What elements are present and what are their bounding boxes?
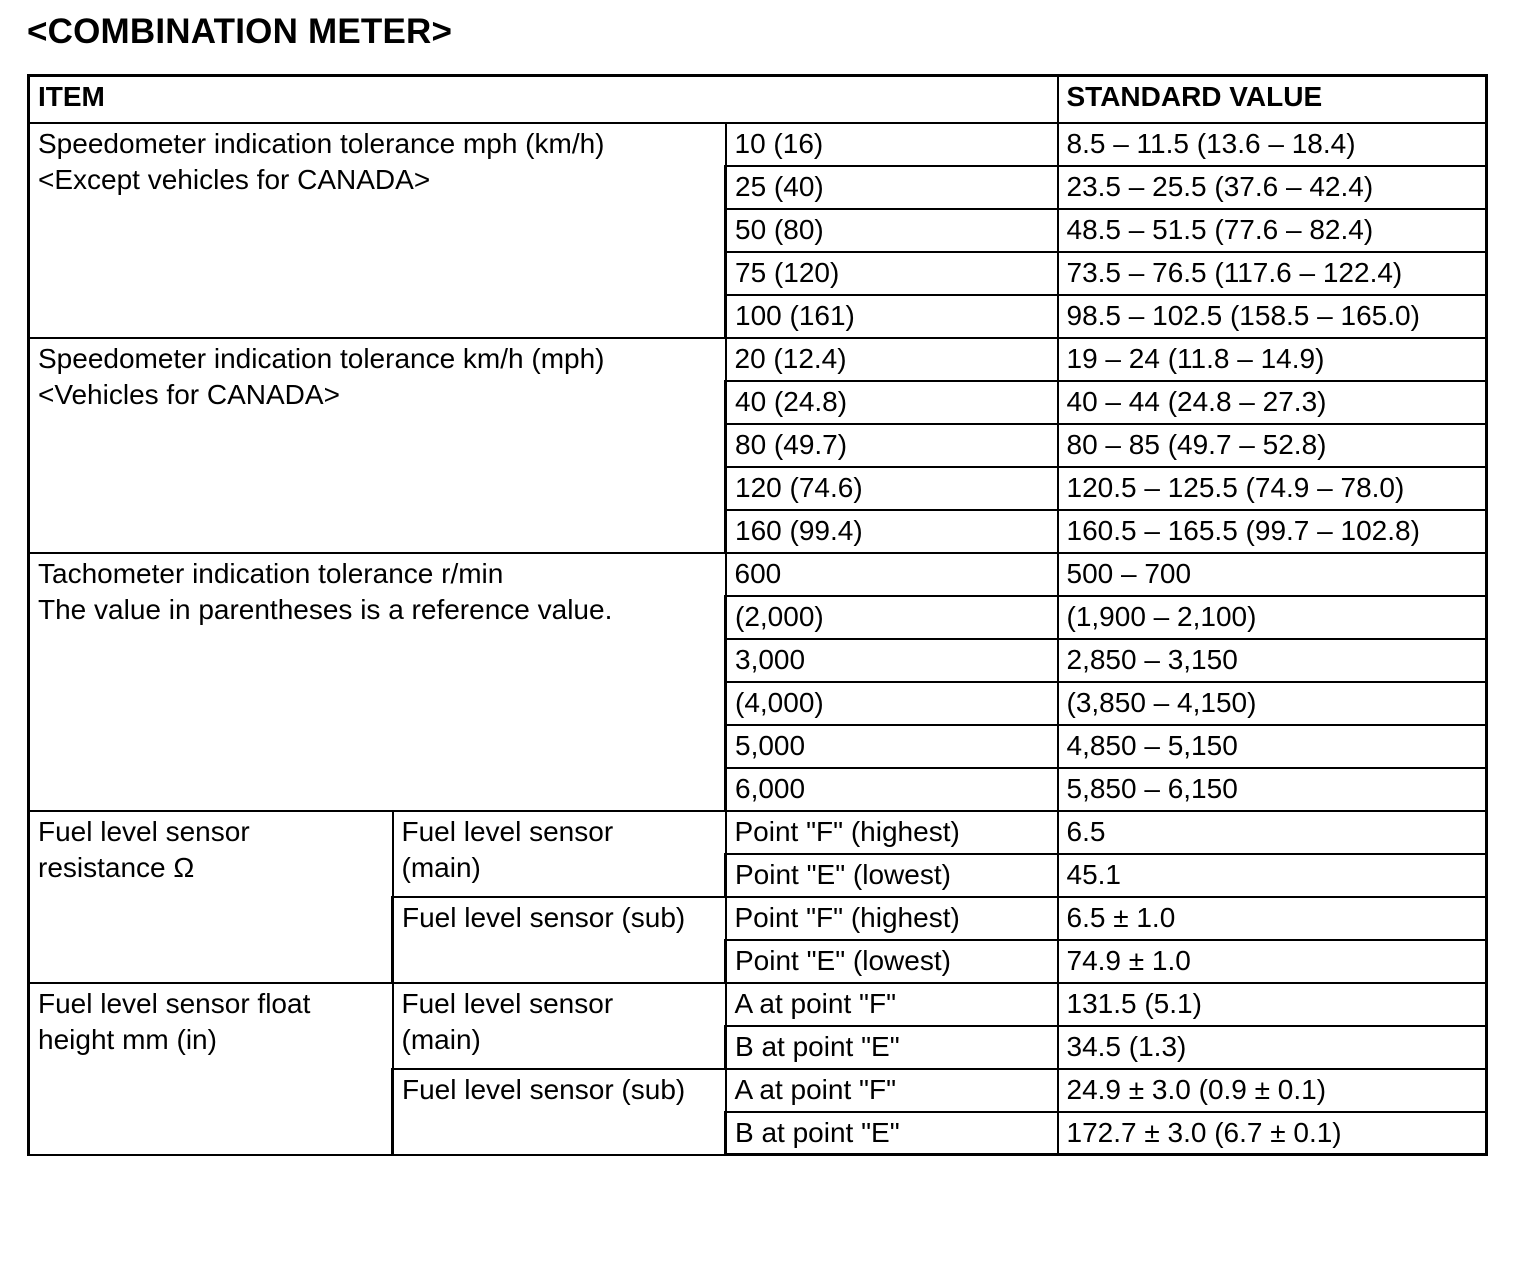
condition-cell: B at point "E" — [726, 1026, 1058, 1069]
condition-cell: 25 (40) — [726, 166, 1058, 209]
item-fuel-sensor-resistance — [29, 811, 393, 983]
condition-cell: Point "F" (highest) — [726, 897, 1058, 940]
sensor-label-line: (main) — [401, 1023, 481, 1055]
condition-cell: 3,000 — [726, 639, 1058, 682]
value-cell: 98.5 – 102.5 (158.5 – 165.0) — [1058, 295, 1487, 338]
value-cell: 74.9 ± 1.0 — [1058, 940, 1487, 983]
condition-cell: 20 (12.4) — [726, 338, 1058, 381]
value-cell: 160.5 – 165.5 (99.7 – 102.8) — [1058, 510, 1487, 553]
condition-cell: Point "F" (highest) — [726, 811, 1058, 854]
sensor-label-line: Fuel level sensor — [401, 987, 614, 1019]
value-cell: 45.1 — [1058, 854, 1487, 897]
value-cell: 2,850 – 3,150 — [1058, 639, 1487, 682]
item-label-unit: height mm (in) — [38, 1023, 217, 1055]
value-cell: 40 – 44 (24.8 – 27.3) — [1058, 381, 1487, 424]
value-cell: 19 – 24 (11.8 – 14.9) — [1058, 338, 1487, 381]
item-label: Speedometer indication tolerance mph (km/h) — [38, 127, 605, 159]
table-row — [29, 811, 1487, 854]
item-label: Speedometer indication tolerance km/h (mph) — [38, 342, 605, 374]
value-cell: 4,850 – 5,150 — [1058, 725, 1487, 768]
table-row — [29, 338, 1487, 381]
value-cell: 6.5 ± 1.0 — [1058, 897, 1487, 940]
item-note: The value in parentheses is a reference value. — [38, 593, 613, 625]
value-cell: 24.9 ± 3.0 (0.9 ± 0.1) — [1058, 1069, 1487, 1112]
sensor-label-line: (main) — [401, 851, 481, 883]
item-speedometer-mph — [29, 123, 726, 338]
value-cell: 34.5 (1.3) — [1058, 1026, 1487, 1069]
table-row — [29, 553, 1487, 596]
value-cell: (3,850 – 4,150) — [1058, 682, 1487, 725]
condition-cell: 100 (161) — [726, 295, 1058, 338]
value-cell: 500 – 700 — [1058, 553, 1487, 596]
combination-meter-spec-table — [27, 74, 1488, 1156]
condition-cell: Point "E" (lowest) — [726, 854, 1058, 897]
condition-cell: A at point "F" — [726, 983, 1058, 1026]
item-note: <Vehicles for CANADA> — [38, 378, 340, 410]
condition-cell: 75 (120) — [726, 252, 1058, 295]
sensor-label-line: Fuel level sensor — [401, 815, 614, 847]
condition-cell: 160 (99.4) — [726, 510, 1058, 553]
item-fuel-sensor-float-height — [29, 983, 393, 1155]
value-cell: 23.5 – 25.5 (37.6 – 42.4) — [1058, 166, 1487, 209]
header-item: ITEM — [29, 76, 1058, 123]
sensor-main-label — [393, 983, 726, 1069]
condition-cell: 6,000 — [726, 768, 1058, 811]
value-cell: 120.5 – 125.5 (74.9 – 78.0) — [1058, 467, 1487, 510]
item-speedometer-kmh — [29, 338, 726, 553]
value-cell: 131.5 (5.1) — [1058, 983, 1487, 1026]
condition-cell: (2,000) — [726, 596, 1058, 639]
value-cell: 80 – 85 (49.7 – 52.8) — [1058, 424, 1487, 467]
item-note: <Except vehicles for CANADA> — [38, 163, 431, 195]
item-label: Tachometer indication tolerance r/min — [38, 557, 504, 589]
condition-cell: 40 (24.8) — [726, 381, 1058, 424]
item-tachometer — [29, 553, 726, 811]
header-standard-value: STANDARD VALUE — [1058, 76, 1487, 123]
condition-cell: 50 (80) — [726, 209, 1058, 252]
condition-cell: Point "E" (lowest) — [726, 940, 1058, 983]
condition-cell: B at point "E" — [726, 1112, 1058, 1155]
table-header-row — [29, 76, 1487, 123]
sensor-sub-label: Fuel level sensor (sub) — [393, 897, 726, 983]
value-cell: 8.5 – 11.5 (13.6 – 18.4) — [1058, 123, 1487, 166]
value-cell: 6.5 — [1058, 811, 1487, 854]
condition-cell: (4,000) — [726, 682, 1058, 725]
condition-cell: 5,000 — [726, 725, 1058, 768]
value-cell: 48.5 – 51.5 (77.6 – 82.4) — [1058, 209, 1487, 252]
value-cell: (1,900 – 2,100) — [1058, 596, 1487, 639]
item-label: Fuel level sensor float — [38, 987, 311, 1019]
value-cell: 5,850 – 6,150 — [1058, 768, 1487, 811]
condition-cell: 80 (49.7) — [726, 424, 1058, 467]
item-label: Fuel level sensor — [38, 815, 250, 847]
condition-cell: 10 (16) — [726, 123, 1058, 166]
table-row — [29, 983, 1487, 1026]
sensor-sub-label: Fuel level sensor (sub) — [393, 1069, 726, 1155]
value-cell: 73.5 – 76.5 (117.6 – 122.4) — [1058, 252, 1487, 295]
condition-cell: 600 — [726, 553, 1058, 596]
condition-cell: 120 (74.6) — [726, 467, 1058, 510]
sensor-main-label — [393, 811, 726, 897]
value-cell: 172.7 ± 3.0 (6.7 ± 0.1) — [1058, 1112, 1487, 1155]
item-label-unit: resistance Ω — [38, 851, 195, 883]
condition-cell: A at point "F" — [726, 1069, 1058, 1112]
page-title: <COMBINATION METER> — [27, 12, 453, 51]
table-row — [29, 123, 1487, 166]
